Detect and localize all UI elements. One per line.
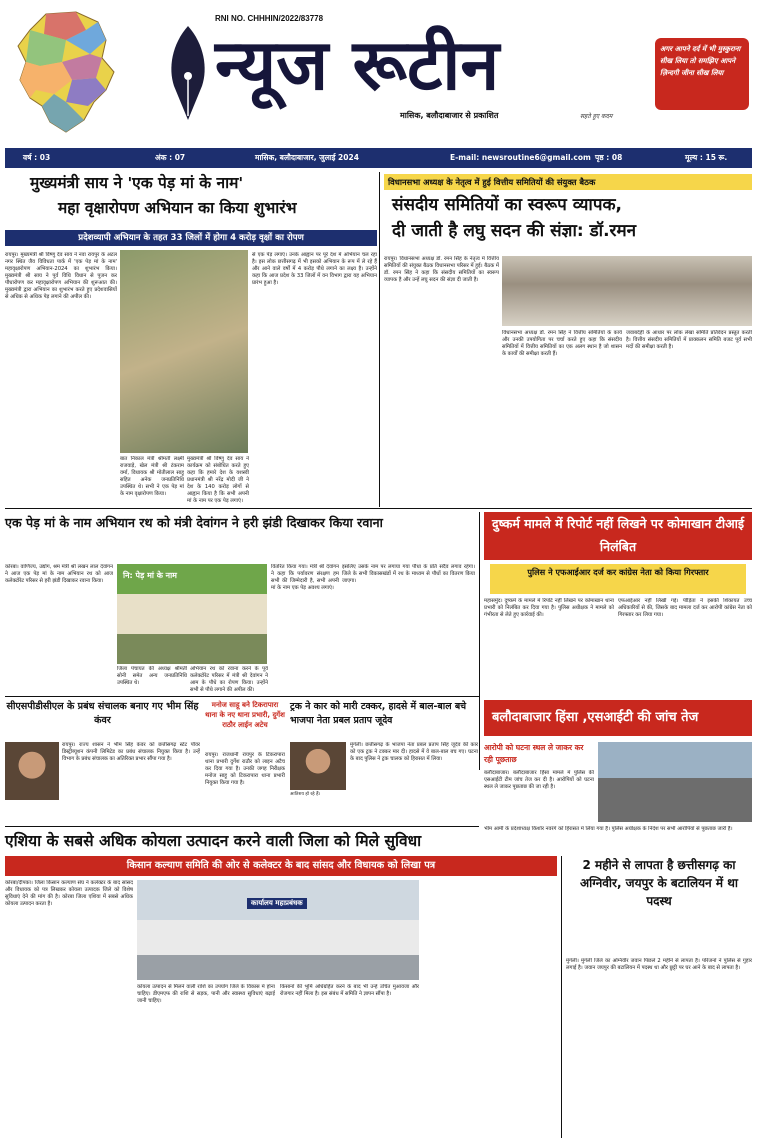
section-divider [5, 508, 752, 509]
story7-photo [290, 742, 346, 790]
story4-column-1: महासमुंद। दुष्कर्म के मामले में रिपोर्ट नहीं लिखने पर कोमाखान थाना प्रभारी को निलंबित कर दिया गया है। पुलिस अधीक्षक ने मामले को गंभीरता से लेते हुए कार्रवाई की। [484, 598, 614, 618]
publication-subtitle: मासिक, बलौदाबाजार से प्रकाशित [400, 111, 499, 120]
story1-column-3: बात निकाल मंत्री श्रीमती लक्ष्मी राजवाड़े, खेल मंत्री श्री टंकराम वर्मा, विधायक श्री मोतीलाल साहू सहित अनेक जनप्रतिनिधि उपस्थित थे। सभी ने एक पेड़ मां के नाम वृक्षारोपण किया। [120, 456, 184, 497]
story2-column-3: जवाबदेही के आधार पर लोक लेखा समिति प्रतिवेदन प्रस्तुत करती है। वित्तीय संसदीय समितियों में प्राक्कलन समिति बजट पूर्व सभी मदों की समीक्षा करती है। [626, 330, 752, 350]
story2-kicker: विधानसभा अध्यक्ष के नेतृत्व में हुई वित्तीय समितियों की संयुक्त बैठक [384, 174, 752, 190]
story1-headline-line2: महा वृक्षारोपण अभियान का किया शुभारंभ [58, 199, 297, 217]
email-label: E-mail: newsroutine6@gmail.com [450, 153, 591, 162]
story3-column-4: वितरित किया गया। मंत्री श्री देवांगन ने कहा कि पर्यावरण संरक्षण हम सभी की जिम्मेदारी है, सभी अपनी मां के नाम एक पेड़ अवश्य लगाएं। [271, 564, 339, 591]
story2-headline-line1: संसदीय समितियों का स्वरूप व्यापक, [392, 195, 623, 215]
story6-headline: मनोज साहू बने टिकरापारा थाना के नए थाना प्रभारी, दुर्गेश राठौर लाईन अटेच [205, 701, 285, 729]
story8-kicker: आरोपी को घटना स्थल ले जाकर कर रही पूछताछ [484, 743, 584, 764]
state-map-graphic [6, 10, 126, 135]
section-divider-3 [5, 826, 479, 827]
info-bar [5, 148, 752, 168]
story1-column-2: से एक पेड़ लगाएं। उनके आह्वान पर पूरे देश में अभियान चल रहा है। इस लोक छत्तीसगढ़ में भी इसको अभियान के रूप में ले रहे हैं और आने वाले वर्षों में 4 करोड़ पौधे लगाने का लक्ष्य है। उन्होंने कहा कि आज प्रदेश के 33 जिलों में वन विभाग द्वारा यह अभियान प्रारंभ हुआ है। [252, 252, 377, 286]
story8-column-2: भीम आर्मी के प्रदेशाध्यक्ष किशोर नवरंगे को हिरासत में लिया गया है। पुलिस अधीक्षक के निर्देश पर सभी आरोपियों से पूछताछ जारी है। [484, 826, 733, 832]
story1-photo [120, 250, 248, 453]
story9-column-3: किसानों की भूमि अधिग्रहित करने के बाद भी उन्हें उचित मुआवजा और रोजगार नहीं मिला है। इस संबंध में समिति ने ज्ञापन सौंपा है। [280, 984, 419, 997]
story3-column-1: कोरबा। वाणिज्य, उद्योग, श्रम मंत्री श्री लखन लाल देवांगन ने आज एक पेड़ मां के नाम अभियान रथ को आज कलेक्टोरेट परिसर से हरी झंडी दिखाकर रवाना किया। [5, 564, 113, 584]
story3-column-5: इसलिए उसके नाम पर लगाया गया पौधा के प्रति सदैव लगाव रहेगा। जिले के सभी विकासखंडों में रथ के माध्यम से पौधों का वितरण किया जाएगा। [342, 564, 475, 584]
price-label: मूल्य : 15 रू. [685, 153, 728, 162]
story1-column-4: मुख्यमंत्री श्री विष्णु देव साय ने कार्यक्रम को संबोधित करते हुए कहा कि हमारे देश के यशस्वी प्रधानमंत्री श्री नरेंद्र मोदी जी ने देश के 140 करोड़ लोगों से आह्वान किया है कि सभी अपनी मां के नाम पर एक पेड़ लगाएं। [187, 456, 249, 504]
story3-photo [117, 564, 267, 664]
date-label: मासिक, बलौदाबाजार, जुलाई 2024 [255, 153, 359, 162]
story6-column-1: रायपुर। राजधानी रायपुर के टिकरापारा थाना प्रभारी दुर्गेश राठौर को लाइन अटैच कर दिया गया है। उनकी जगह निरीक्षक मनोज साहू को टिकरापारा थाना प्रभारी नियुक्त किया गया है। [205, 752, 285, 786]
story2-column-2: विधानसभा अध्यक्ष डॉ. रमन सिंह ने वित्तीय समितियों के कार्य और उनकी उपयोगिता पर चर्चा करते हुए कहा कि संसदीय समितियों में वित्तीय समितियों का एक अलग स्थान है जो शासन के कार्यों की समीक्षा करती हैं। [502, 330, 622, 357]
pen-nib-logo-icon [158, 24, 218, 122]
rni-number: RNI NO. CHHHIN/2022/83778 [215, 14, 324, 23]
story9-column-2: कोयला उत्पादन से मिलने वाली राशि का उपयोग जिले के विकास में होना चाहिए। डीएमएफ की राशि से सड़क, पानी और स्वास्थ्य सुविधाएं बढ़ाई जानी चाहिए। [137, 984, 275, 1004]
story8-photo [598, 742, 752, 822]
story10-headline: 2 महीने से लापता है छत्तीसगढ़ का अग्निवीर, जयपुर के बटालियन में था पदस्थ [579, 858, 739, 908]
story5-headline: सीएसपीडीसीएल के प्रबंध संचालक बनाए गए भीम सिंह कंवर [6, 701, 199, 726]
story3-headline: एक पेड़ मां के नाम अभियान रथ को मंत्री देवांगन ने हरी झंडी दिखाकर किया रवाना [5, 515, 383, 530]
column-divider [379, 172, 380, 507]
story10-column-1: मुंगेली। मुंगेली जिले का अग्निवीर जवान पिछले 2 महीने से लापता है। परिजनों ने पुलिस से गुहार लगाई है। जवान जयपुर की बटालियन में पदस्थ था और छुट्टी पर घर आने के बाद से लापता है। [566, 958, 752, 971]
masthead [0, 0, 757, 145]
tagline-box [655, 38, 749, 110]
story7-caption: आतिशय हो रहे हैं। [290, 792, 321, 797]
year-label: वर्ष : 03 [23, 153, 51, 162]
section-divider-2 [5, 696, 479, 697]
story2-headline-line2: दी जाती है लघु सदन की संज्ञा: डॉ.रमन [392, 221, 637, 241]
story8-column-1: बलौदाबाजार। बलौदाबाजार हिंसा मामले में पुलिस की एसआईटी टीम जांच तेज कर दी है। आरोपियों को घटना स्थल ले जाकर पूछताछ की जा रही है। [484, 770, 594, 790]
story7-headline: ट्रक ने कार को मारी टक्कर, हादसे में बाल-बाल बचे भाजपा नेता प्रबल प्रताप जूदेव [290, 701, 467, 726]
story3-caption: जिला पंचायत की अध्यक्ष श्रीमती सोनी समेत अन्य जनप्रतिनिधि उपस्थित थे। [117, 666, 187, 686]
newspaper-title: न्यूज रूटीन [215, 24, 500, 106]
tagline-text: अगर आपने दर्द में भी मुस्कुराना सीख लिया तो समझिए आपने ज़िन्दगी जीना सीख लिया [660, 45, 741, 77]
story4-kicker: पुलिस ने एफआईआर दर्ज कर कांग्रेस नेता को किया गिरफ्तार [490, 564, 746, 594]
story1-banner: प्रदेशव्यापी अभियान के तहत 33 जिलों में होगा 4 करोड़ वृक्षों का रोपण [5, 230, 377, 246]
story1-headline-line1: मुख्यमंत्री साय ने 'एक पेड़ मां के नाम' [30, 174, 244, 192]
column-divider-2 [479, 512, 480, 770]
story9-building-sign: कार्यालय महाप्रबंधक [247, 898, 307, 909]
story9-banner: किसान कल्याण समिति की ओर से कलेक्टर के बाद सांसद और विधायक को लिखा पत्र [5, 856, 557, 876]
column-divider-3 [561, 856, 562, 1138]
story2-photo [502, 256, 752, 326]
story9-photo [137, 880, 419, 980]
story3-photo-banner: नि: पेड़ मां के नाम [123, 571, 177, 580]
story4-headline: दुष्कर्म मामले में रिपोर्ट नहीं लिखने पर कोमाखान टीआई निलंबित [484, 512, 752, 560]
story5-column-1: रायपुर। राज्य शासन ने भीम सिंह कंवर को छत्तीसगढ़ स्टेट पॉवर डिस्ट्रीब्यूशन कंपनी लिमिटेड का प्रबंध संचालक नियुक्त किया है। उन्हें विभाग के प्रबंध संचालक का अतिरिक्त प्रभार सौंपा गया है। [62, 742, 200, 762]
slogan: सहते हुए कदम [580, 113, 613, 120]
story5-photo [5, 742, 59, 800]
story7-column-1: मुंगेली। छत्तीसगढ़ के भाजपा नेता प्रबल प्रताप सिंह जूदेव की कार को एक ट्रक ने टक्कर मार दी। हादसे में वे बाल-बाल बच गए। घटना के बाद पुलिस ने ट्रक चालक को हिरासत में लिया। [350, 742, 478, 762]
issue-label: अंक : 07 [155, 153, 186, 162]
story3-column-3: अभियान रथ को रवाना करने के पूर्व कलेक्टोरेट परिसर में मंत्री श्री देवांगन ने आम के पौधे का रोपण किया। उन्होंने सभी से पौधे लगाने की अपील की। [190, 666, 268, 692]
story2-column-1: रायपुर। विधानसभा अध्यक्ष डॉ. रमन सिंह के नेतृत्व में वित्तीय समितियों की संयुक्त बैठक विधानसभा परिसर में हुई। बैठक में डॉ. रमन सिंह ने कहा कि संसदीय समितियों का स्वरूप व्यापक है और उन्हें लघु सदन की संज्ञा दी जाती है। [384, 256, 499, 283]
pages-label: पृष्ठ : 08 [595, 153, 623, 162]
story9-column-1: कोरबा/दीपका। जिला किसान कल्याण संघ ने कलेक्टर के बाद सांसद और विधायक को पत्र लिखकर कोयला उत्पादक जिले को विशेष सुविधाएं देने की मांग की है। कोरबा जिला एशिया में सबसे अधिक कोयला उत्पादन करता है। [5, 880, 133, 907]
story1-column-1: रायपुर। मुख्यमंत्री श्री विष्णु देव साय ने नवा रायपुर के अटल नगर स्थित जैव विविधता पार्क में 'एक पेड़ मां के नाम' महावृक्षारोपण अभियान-2024 का शुभारंभ किया। मुख्यमंत्री श्री साय ने पूर्व विधि विधान से पूजन कर पौधारोपण कर महावृक्षारोपण अभियान की शुरूआत की। मुख्यमंत्री द्वारा अभियान का शुभारंभ करते हुए प्रदेशवासियों से अधिक से अधिक पेड़ लगाने की अपील की। [5, 252, 117, 300]
story4-column-2: एफआईआर नहीं लिखी गई। पीड़िता ने इसकी शिकायत उच्च अधिकारियों से की, जिसके बाद मामला दर्ज कर आरोपी कांग्रेस नेता को गिरफ्तार कर लिया गया। [618, 598, 752, 618]
story8-banner: बलौदाबाजार हिंसा ,एसआईटी की जांच तेज [484, 700, 752, 736]
story9-headline: एशिया के सबसे अधिक कोयला उत्पादन करने वाली जिला को मिले सुविधा [5, 832, 422, 850]
